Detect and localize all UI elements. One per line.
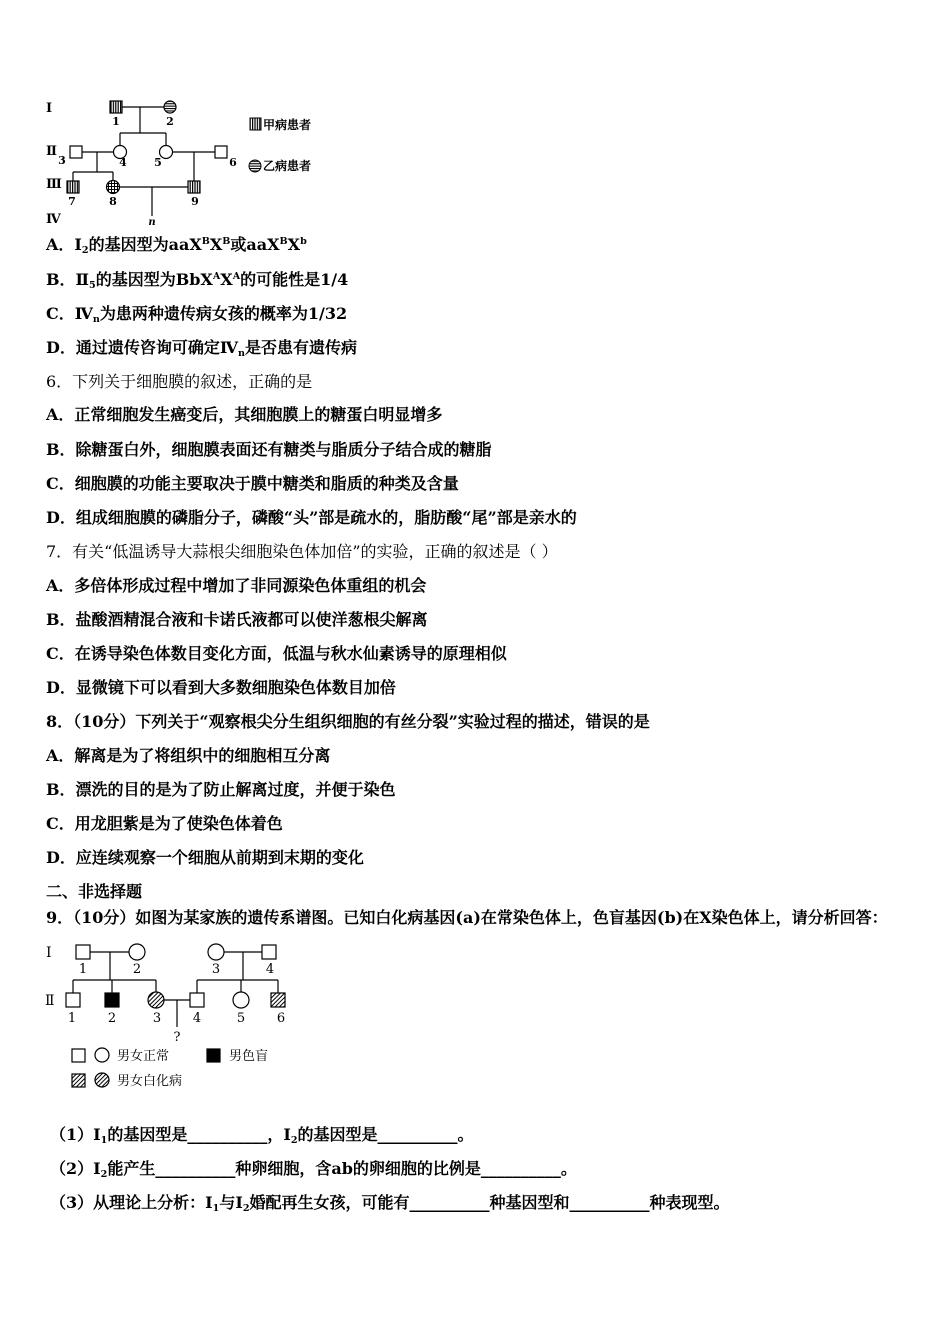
section-title: 二、非选择题	[46, 882, 143, 901]
generation-label-1: Ⅰ	[46, 101, 53, 116]
subscript: n	[238, 347, 246, 359]
text-run: X	[287, 235, 301, 254]
text-run: 与Ⅰ	[219, 1193, 243, 1212]
legend-colorblind-label: 男色盲	[229, 1049, 269, 1064]
member-label: 6	[276, 1011, 286, 1026]
member-label: 3	[58, 154, 66, 167]
member-label: 5	[236, 1011, 246, 1026]
offspring-label: ?	[173, 1030, 181, 1045]
male-affected-jia-symbol	[110, 101, 122, 113]
text-run: 为患两种遗传病女孩的概率为1/32	[99, 304, 348, 323]
text-run: 或aaX	[230, 235, 280, 254]
q5-option-b	[46, 270, 348, 290]
q9-subquestion-1	[50, 1125, 474, 1145]
subscript: 2	[242, 1202, 250, 1214]
legend-albinism-female-swatch	[95, 1073, 109, 1087]
member-label: 1	[67, 1011, 77, 1026]
text-run: 种卵细胞，含ab的卵细胞的比例是	[235, 1159, 481, 1178]
subscript: 1	[212, 1202, 220, 1214]
answer-blank: __________	[377, 1125, 458, 1144]
text-run: 是否患有遗传病	[245, 338, 358, 357]
superscript: B	[279, 235, 288, 247]
legend-normal-label: 男女正常	[117, 1049, 170, 1064]
q5-option-a	[46, 235, 307, 255]
text-run: B．Ⅱ	[46, 270, 90, 289]
member-label: 2	[107, 1011, 117, 1026]
text-run: 的基因型为aaX	[88, 235, 202, 254]
q6-stem: 6．下列关于细胞膜的叙述，正确的是	[46, 372, 313, 391]
q5-pedigree-chart	[40, 92, 330, 232]
answer-blank: __________	[569, 1193, 650, 1212]
legend-colorblind-swatch	[207, 1049, 220, 1062]
q7-option-b: B．盐酸酒精混合液和卡诺氏液都可以使洋葱根尖解离	[46, 610, 428, 629]
subscript: 1	[100, 1134, 108, 1146]
member-label: 2	[166, 115, 174, 128]
superscript: b	[300, 235, 307, 247]
subscript: 5	[89, 279, 96, 291]
member-label: 9	[191, 195, 199, 208]
legend-normal-female-swatch	[95, 1048, 109, 1062]
text-run: （3）从理论上分析：Ⅰ	[50, 1193, 213, 1212]
superscript: A	[212, 270, 221, 282]
q7-option-a: A．多倍体形成过程中增加了非同源染色体重组的机会	[46, 576, 427, 595]
male-normal-symbol	[66, 993, 80, 1007]
q7-stem: 7．有关“低温诱导大蒜根尖细胞染色体加倍”的实验，正确的叙述是（ ）	[46, 542, 558, 561]
text-run: （2）Ⅰ	[50, 1159, 101, 1178]
text-run: 。	[457, 1125, 474, 1144]
q8-option-c: C．用龙胆紫是为了使染色体着色	[46, 814, 283, 833]
subscript: 2	[100, 1168, 108, 1180]
q7-option-d: D．显微镜下可以看到大多数细胞染色体数目加倍	[46, 678, 396, 697]
male-normal-symbol	[70, 146, 82, 158]
q6-option-c: C．细胞膜的功能主要取决于膜中糖类和脂质的种类及含量	[46, 474, 459, 493]
male-normal-symbol	[76, 945, 90, 959]
text-run: C．Ⅳ	[46, 304, 93, 323]
q8-option-b: B．漂洗的目的是为了防止解离过度，并便于染色	[46, 780, 396, 799]
member-label: 6	[229, 156, 237, 169]
text-run: D．通过遗传咨询可确定Ⅳ	[46, 338, 239, 357]
text-run: ，Ⅰ	[267, 1125, 291, 1144]
legend-yi-swatch	[249, 160, 261, 172]
superscript: B	[222, 235, 231, 247]
text-run: 婚配再生女孩，可能有	[249, 1193, 410, 1212]
subscript: n	[92, 313, 100, 325]
q6-option-d: D．组成细胞膜的磷脂分子，磷酸“头”部是疏水的，脂肪酸“尾”部是亲水的	[46, 508, 577, 527]
answer-blank: __________	[480, 1159, 561, 1178]
member-label: 4	[119, 156, 127, 169]
answer-blank: __________	[155, 1159, 236, 1178]
q9-stem: 9．（10分）如图为某家族的遗传系谱图。已知白化病基因(a)在常染色体上，色盲基因(b)在X染色体上，请分析回答：	[46, 908, 888, 927]
generation-label-3: Ⅲ	[46, 177, 62, 192]
male-affected-jia-symbol	[188, 181, 200, 193]
q8-stem: 8．（10分）下列关于“观察根尖分生组织细胞的有丝分裂”实验过程的描述，错误的是	[46, 712, 650, 731]
member-label: 1	[78, 962, 88, 977]
q5-option-d	[46, 338, 357, 358]
subscript: 2	[290, 1134, 298, 1146]
member-label: 4	[192, 1011, 202, 1026]
legend-jia-label: 甲病患者	[263, 118, 312, 132]
q6-option-a: A．正常细胞发生癌变后，其细胞膜上的糖蛋白明显增多	[46, 405, 443, 424]
answer-blank: __________	[409, 1193, 490, 1212]
text-run: 的基因型是	[107, 1125, 188, 1144]
text-run: （1）Ⅰ	[50, 1125, 101, 1144]
member-label: 5	[154, 156, 162, 169]
text-run: 种表现型。	[649, 1193, 730, 1212]
legend-normal-male-swatch	[72, 1049, 85, 1062]
female-affected-yi-symbol	[164, 101, 176, 113]
female-affected-both-symbol	[107, 181, 120, 194]
legend-yi-label: 乙病患者	[263, 159, 312, 173]
text-run: 的可能性是1/4	[240, 270, 349, 289]
text-run: X	[209, 235, 223, 254]
generation-label-2: Ⅱ	[45, 993, 55, 1009]
q8-option-d: D．应连续观察一个细胞从前期到末期的变化	[46, 848, 364, 867]
text-run: 。	[560, 1159, 577, 1178]
q5-option-c	[46, 304, 347, 324]
member-label: 1	[112, 115, 120, 128]
text-run: 的基因型为BbX	[95, 270, 213, 289]
text-run: X	[220, 270, 233, 289]
text-run: A．Ⅰ	[46, 235, 82, 254]
male-colorblind-symbol	[105, 993, 119, 1007]
female-normal-symbol	[233, 992, 249, 1008]
text-run: 的基因型是	[297, 1125, 378, 1144]
q6-option-b: B．除糖蛋白外，细胞膜表面还有糖类与脂质分子结合成的糖脂	[46, 440, 492, 459]
generation-label-4: Ⅳ	[46, 212, 61, 227]
text-run: 种基因型和	[489, 1193, 570, 1212]
male-albinism-symbol	[271, 993, 285, 1007]
female-albinism-symbol	[148, 992, 164, 1008]
q8-option-a: A．解离是为了将组织中的细胞相互分离	[46, 746, 331, 765]
superscript: B	[201, 235, 210, 247]
female-normal-symbol	[208, 944, 224, 960]
q7-option-c: C．在诱导染色体数目变化方面，低温与秋水仙素诱导的原理相似	[46, 644, 507, 663]
male-normal-symbol	[262, 945, 276, 959]
q9-pedigree-chart	[40, 936, 320, 1096]
superscript: A	[232, 270, 241, 282]
offspring-label: n	[148, 217, 156, 228]
generation-label-2: Ⅱ	[46, 144, 57, 159]
member-label: 3	[211, 962, 221, 977]
q9-subquestion-2	[50, 1159, 577, 1179]
male-normal-symbol	[190, 993, 204, 1007]
generation-label-1: Ⅰ	[46, 945, 52, 961]
legend-albinism-male-swatch	[72, 1074, 85, 1087]
answer-blank: __________	[187, 1125, 268, 1144]
member-label: 2	[132, 962, 142, 977]
q9-subquestion-3	[50, 1193, 730, 1213]
member-label: 7	[68, 195, 76, 208]
subscript: 2	[81, 244, 89, 256]
male-affected-jia-symbol	[67, 181, 79, 193]
member-label: 8	[109, 195, 117, 208]
text-run: 能产生	[107, 1159, 156, 1178]
member-label: 3	[152, 1011, 162, 1026]
legend-albinism-label: 男女白化病	[117, 1074, 183, 1089]
male-normal-symbol	[215, 146, 227, 158]
legend-jia-swatch	[250, 118, 261, 130]
member-label: 4	[265, 962, 275, 977]
female-normal-symbol	[129, 944, 145, 960]
